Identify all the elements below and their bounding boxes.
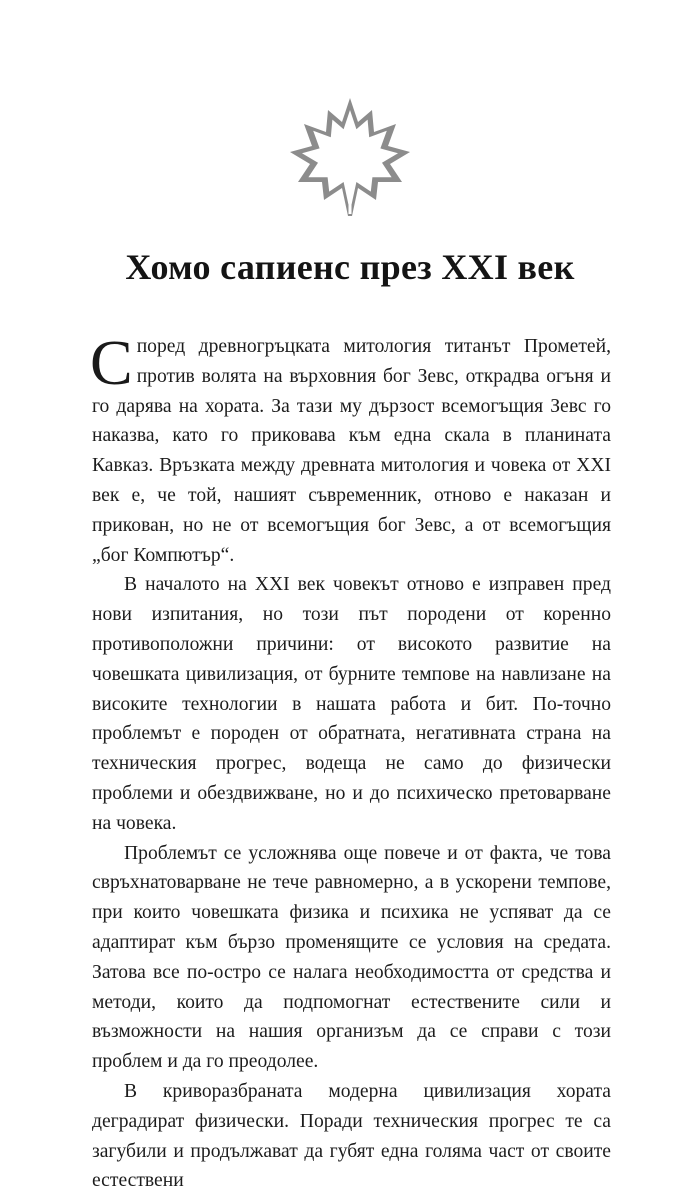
paragraph: В криворазбраната модерна цивилизация хората деградират физически. Поради техническия прогрес те са загубили и продължават да губят една голяма част от своите естествени (92, 1080, 611, 1192)
maple-leaf-icon (286, 96, 414, 222)
paragraph (90, 327, 611, 570)
chapter-title: Хомо сапиенс през XXI век (125, 247, 575, 287)
drop-cap: С (90, 327, 133, 398)
paragraph: Проблемът се усложнява още повече и от факта, че това свръхнатоварване не тече равномерно, а в ускорени темпове, при които човешката физика и психика не успяват да се адаптират към бързо променящите се условия на средата. Затова все по-остро се налага необходимостта от средства и методи, които да подпомогнат естествените сили и възможности на нашия организъм да се справи с този проблем и да го преодолее. (92, 842, 611, 1073)
paragraph-text: поред древногръцката митология титанът Прометей, против волята на върховния бог Зевс, открадва огъня и го дарява на хората. За тази му дързост всемогъщия Зевс го наказва, като го приковава към една скала в планината Кавказ. Връзката между древната митология и човека от XXI век е, че той, нашият съвременник, отново е наказан и прикован, но не от всемогъщия бог Зевс, а от всемогъщия „бог Компютър“. (92, 336, 611, 566)
chapter-body (90, 327, 611, 1196)
paragraph: В началото на XXI век човекът отново е изправен пред нови изпитания, но този път породени от коренно противоположни причини: от високото развитие на човешката цивилизация, от бурните темпове на навлизане на високите технологии в нашата работа и бит. По-точно проблемът е породен от обратната, негативната страна на техническия прогрес, водеща не само до физически проблеми и обездвижване, но и до психическо претоварване на човека. (92, 574, 611, 834)
